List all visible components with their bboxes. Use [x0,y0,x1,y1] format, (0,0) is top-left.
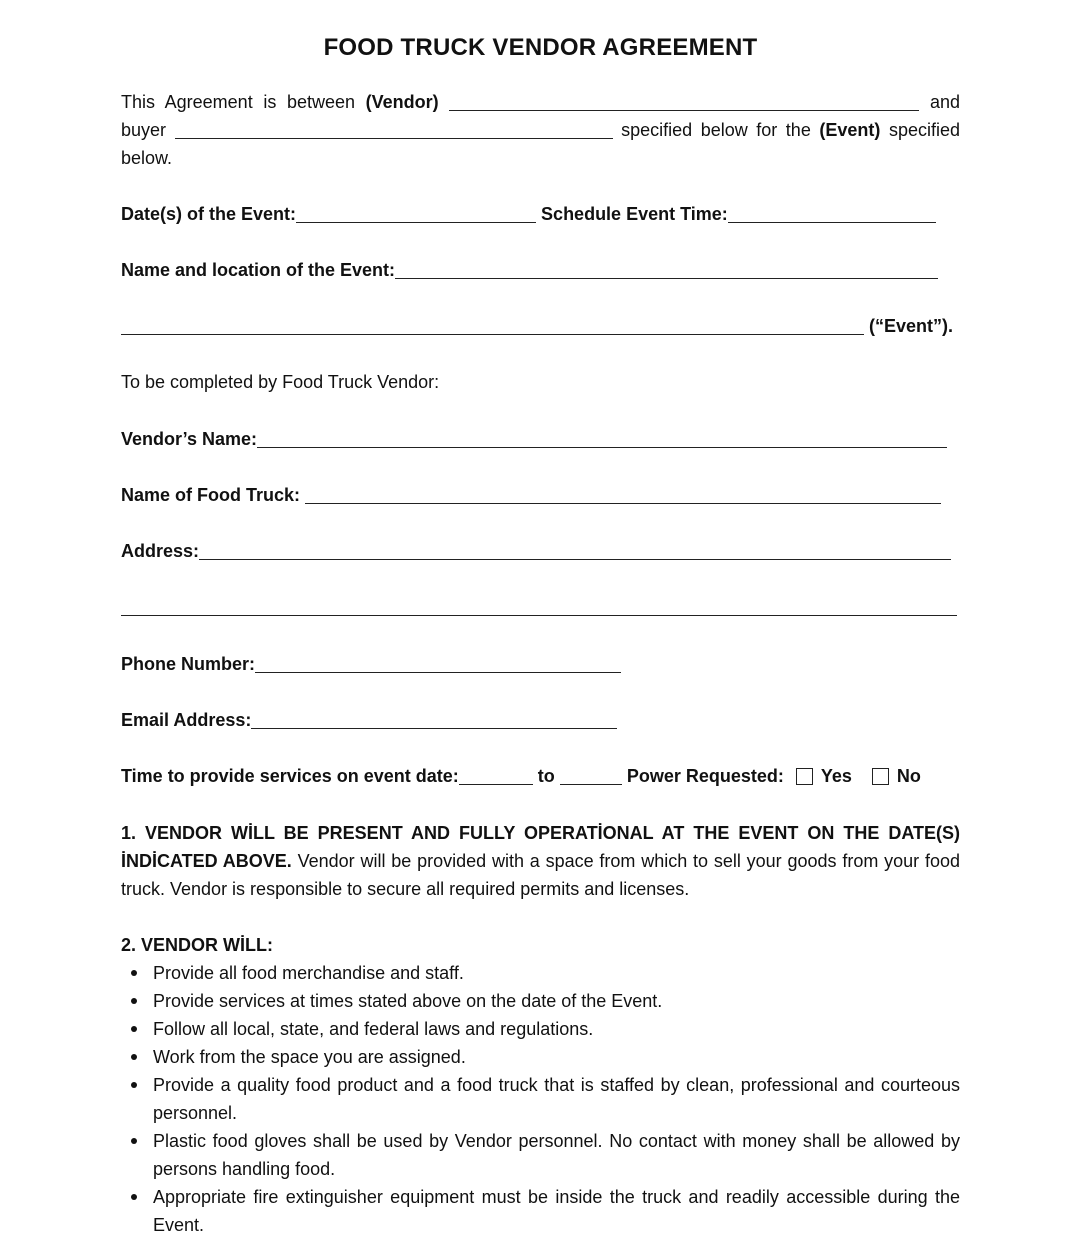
address-label: Address: [121,541,200,561]
to-label: to [537,766,555,786]
phone-label: Phone Number: [121,654,256,674]
intro-text-2: and buyer [121,92,960,140]
address-field-2[interactable] [121,597,957,616]
event-location-label: Name and location of the Event: [121,260,396,280]
intro-text-3: specified below for the [621,120,811,140]
event-location-row [121,256,960,284]
section-1-heading: 1. VENDOR WİLL BE PRESENT AND FULLY OPERATİONAL AT THE EVENT ON THE DATE(S) İNDİCATED ABOVE. [121,823,960,871]
event-location-blank[interactable] [395,260,938,279]
buyer-name-blank[interactable] [175,120,613,139]
address-row [121,537,960,565]
list-item: Work from the space you are assigned. [121,1043,960,1071]
service-time-start-blank[interactable] [459,766,533,785]
intro-text-1: This Agreement is between [121,92,355,112]
power-yes-checkbox[interactable] [796,768,813,785]
section-2-list [121,959,960,1239]
vendor-name-field[interactable] [257,429,947,448]
yes-label: Yes [820,766,852,786]
intro-paragraph [121,88,960,172]
list-item: Provide all food merchandise and staff. [121,959,960,987]
food-truck-name-label: Name of Food Truck: [121,485,301,505]
vendor-section-note: To be completed by Food Truck Vendor: [121,372,440,392]
document-title: FOOD TRUCK VENDOR AGREEMENT [323,34,758,61]
event-suffix: (“Event”). [869,316,954,336]
list-item: Provide a quality food product and a food truck that is staffed by clean, professional and courteous personnel. [121,1071,960,1127]
event-location-blank-2[interactable] [121,316,864,335]
phone-field[interactable] [255,654,621,673]
section-1-body: Vendor will be provided with a space from which to sell your goods from your food truck. Vendor is responsible to secure all required permits and licenses. [121,851,960,899]
no-label: No [896,766,921,786]
service-time-label: Time to provide services on event date: [121,766,459,786]
vendor-name-row [121,425,960,453]
event-dates-label: Date(s) of the Event: [121,204,297,224]
address-field[interactable] [199,541,951,560]
list-item: Provide services at times stated above on the date of the Event. [121,987,960,1015]
email-label: Email Address: [121,710,252,730]
event-location-row-2 [121,312,960,340]
address-row-2 [121,593,960,621]
bullet-icon [131,1054,137,1060]
list-item: Follow all local, state, and federal laws and regulations. [121,1015,960,1043]
event-dates-row [121,200,960,228]
schedule-time-blank[interactable] [728,204,936,223]
vendor-name-label: Vendor’s Name: [121,429,258,449]
power-no-checkbox[interactable] [872,768,889,785]
intro-text-4: specified below. [121,120,960,168]
email-row [121,706,960,734]
vendor-name-blank[interactable] [449,92,919,111]
bullet-icon [131,1138,137,1144]
food-truck-name-row [121,481,960,509]
bullet-icon [131,970,137,976]
event-dates-blank[interactable] [296,204,536,223]
vendor-term: (Vendor) [365,92,439,112]
food-truck-name-field[interactable] [305,485,941,504]
phone-row [121,650,960,678]
section-1 [121,819,960,903]
power-requested-label: Power Requested: [626,766,784,786]
list-item: Appropriate fire extinguisher equipment must be inside the truck and readily accessible during the Event. [121,1183,960,1239]
bullet-icon [131,998,137,1004]
bullet-icon [131,1194,137,1200]
schedule-time-label: Schedule Event Time: [541,204,728,224]
bullet-icon [131,1082,137,1088]
email-field[interactable] [251,710,617,729]
bullet-icon [131,1026,137,1032]
service-time-row [121,762,960,790]
service-time-end-blank[interactable] [560,766,622,785]
event-term: (Event) [819,120,881,140]
section-2-heading: 2. VENDOR WİLL: [121,935,273,955]
list-item: Plastic food gloves shall be used by Vendor personnel. No contact with money shall be allowed by persons handling food. [121,1127,960,1183]
